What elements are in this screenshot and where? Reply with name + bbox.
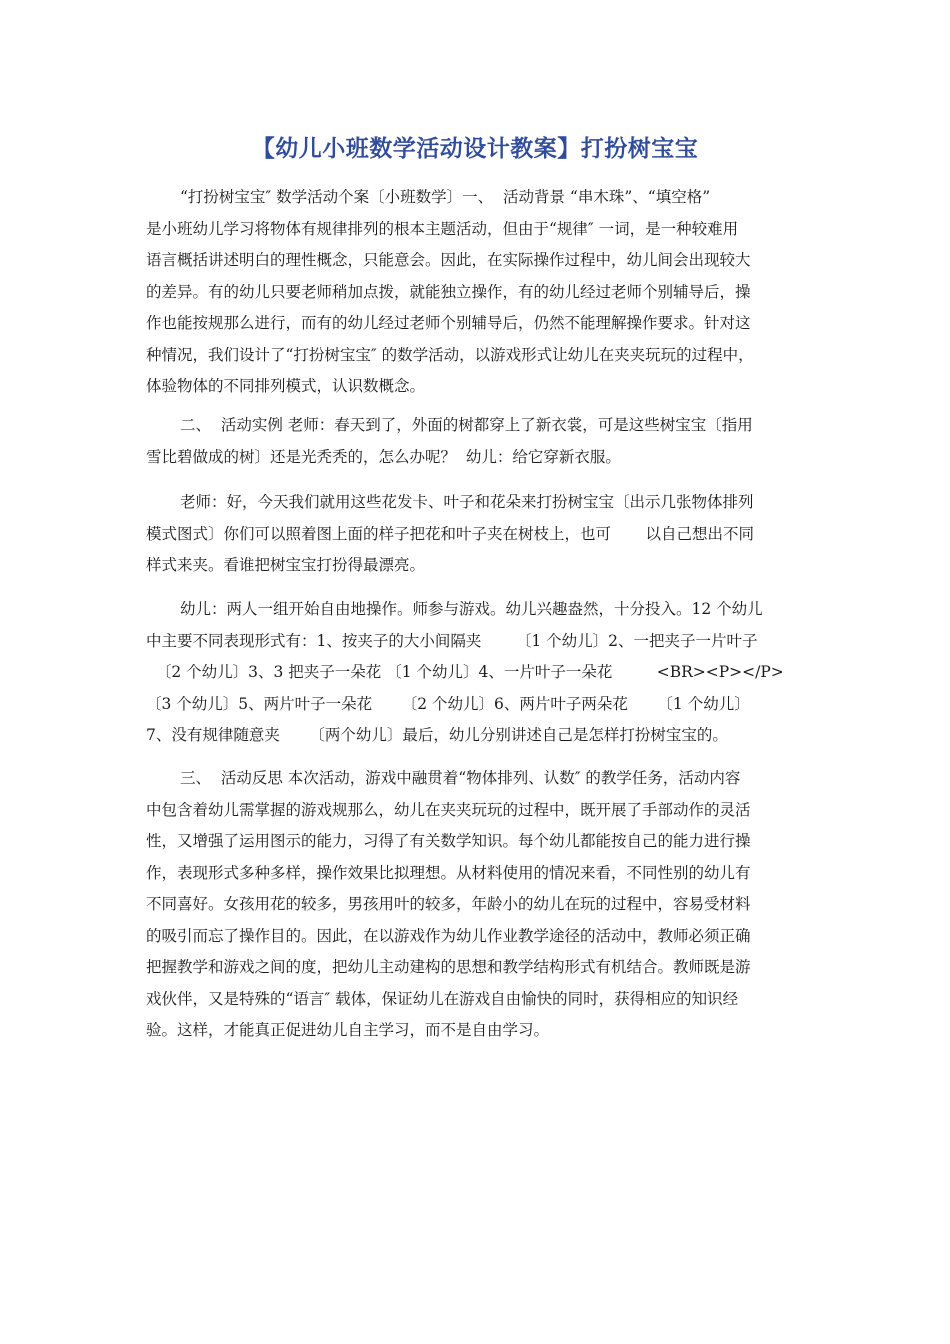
text-line: 的吸引而忘了操作目的。因此，在以游戏作为幼儿作业教学途径的活动中，教师必须正确 — [146, 926, 751, 945]
paragraph-teacher — [146, 487, 808, 582]
text-line: 的差异。有的幼儿只要老师稍加点拨，就能独立操作，有的幼儿经过老师个别辅导后，操 — [146, 282, 751, 301]
text-line: 把握教学和游戏之间的度，把幼儿主动建构的思想和教学结构形式有机结合。教师既是游 — [146, 958, 751, 976]
text-line: 是小班幼儿学习将物体有规律排列的根本主题活动，但由于“规律″ 一词，是一种较难用 — [146, 219, 739, 238]
paragraph-background — [146, 182, 808, 403]
text-line: 语言概括讲述明白的理性概念，只能意会。因此，在实际操作过程中，幼儿间会出现较大 — [146, 251, 751, 269]
paragraph-children — [146, 594, 808, 752]
text-line: 三、 活动反思 本次活动，游戏中融贯着“物体排列、认数″ 的教学任务，活动内容 — [180, 769, 741, 787]
paragraph-example — [146, 410, 808, 473]
text-line: “打扮树宝宝″ 数学活动个案〔小班数学〕一、 活动背景 “串木珠”、“填空格” — [180, 188, 711, 206]
text-line: 戏伙伴，又是特殊的“语言″ 载体，保证幼儿在游戏自由愉快的同时，获得相应的知识经 — [146, 989, 739, 1008]
text-line: 性，又增强了运用图示的能力，习得了有关数学知识。每个幼儿都能按自己的能力进行操 — [146, 832, 751, 850]
text-line: 作也能按规那么进行，而有的幼儿经过老师个别辅导后，仍然不能理解操作要求。针对这 — [146, 314, 751, 332]
text-line: 二、 活动实例 老师：春天到了，外面的树都穿上了新衣裳，可是这些树宝宝〔指用 — [180, 416, 753, 434]
text-line: 7、没有规律随意夹 〔两个幼儿〕最后，幼儿分别讲述自己是怎样打扮树宝宝的。 — [146, 726, 728, 744]
text-line: 种情况，我们设计了“打扮树宝宝″ 的数学活动，以游戏形式让幼儿在夹夹玩玩的过程中， — [146, 345, 754, 364]
text-line: 幼儿：两人一组开始自由地操作。师参与游戏。幼儿兴趣盎然，十分投入。12 个幼儿 — [180, 600, 763, 618]
text-line: 中包含着幼儿需掌握的游戏规那么，幼儿在夹夹玩玩的过程中，既开展了手部动作的灵活 — [146, 800, 751, 819]
paragraph-reflection — [146, 763, 808, 1047]
text-line: 验。这样，才能真正促进幼儿自主学习，而不是自由学习。 — [146, 1021, 550, 1039]
text-line: 中主要不同表现形式有：1、按夹子的大小间隔夹 〔1 个幼儿〕2、一把夹子一片叶子 — [146, 631, 758, 650]
text-line: 雪比碧做成的树〕还是光秃秃的，怎么办呢？ 幼儿：给它穿新衣服。 — [146, 447, 621, 466]
text-line: 样式来夹。看谁把树宝宝打扮得最漂亮。 — [146, 556, 426, 574]
text-line: 〔2 个幼儿〕3、3 把夹子一朵花 〔1 个幼儿〕4、一片叶子一朵花 <BR><P></P> — [146, 663, 784, 681]
document-title: 【幼儿小班数学活动设计教案】打扮树宝宝 — [251, 136, 699, 162]
text-line: 〔3 个幼儿〕5、两片叶子一朵花 〔2 个幼儿〕6、两片叶子两朵花 〔1 个幼儿〕 — [146, 694, 750, 713]
text-line: 作，表现形式多种多样，操作效果比拟理想。从材料使用的情况来看，不同性别的幼儿有 — [146, 863, 751, 882]
text-line: 体验物体的不同排列模式，认识数概念。 — [146, 377, 426, 395]
text-line: 不同喜好。女孩用花的较多，男孩用叶的较多，年龄小的幼儿在玩的过程中，容易受材料 — [146, 895, 751, 913]
text-line: 老师：好，今天我们就用这些花发卡、叶子和花朵来打扮树宝宝〔出示几张物体排列 — [180, 493, 754, 511]
text-line: 模式图式〕你们可以照着图上面的样子把花和叶子夹在树枝上，也可 以自己想出不同 — [146, 524, 754, 543]
